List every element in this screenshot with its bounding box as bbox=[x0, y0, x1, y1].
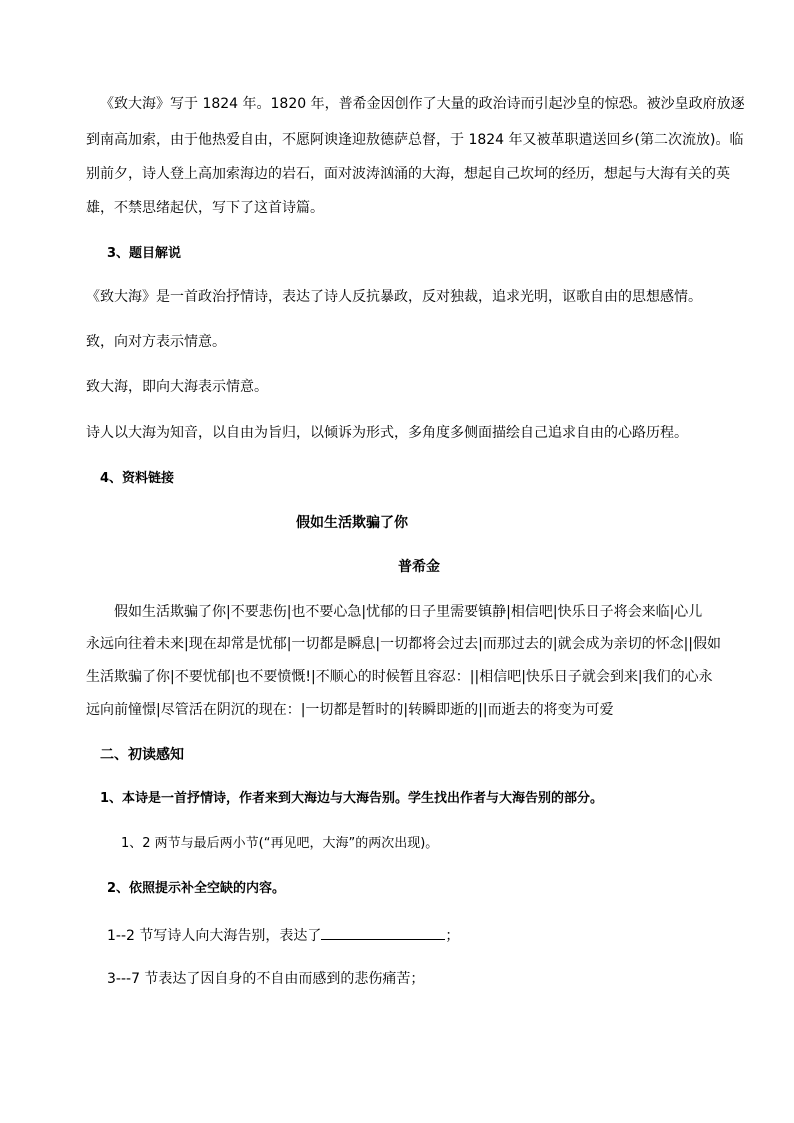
poem-author: 普希金 bbox=[398, 559, 440, 575]
intro-line-1: 《致大海》写于 1824 年。1820 年，普希金因创作了大量的政治诗而引起沙皇的惊恐。被沙皇政府放逐 bbox=[100, 96, 745, 112]
fill-in-1-prefix: 1--2 节写诗人向大海告别，表达了 bbox=[107, 928, 322, 944]
poem-line-2: 永远向往着未来|现在却常是忧郁|一切都是瞬息|一切都将会过去|而那过去的|就会成为亲切的怀念||假如 bbox=[86, 636, 722, 652]
answer-1: 1、2 两节与最后两小节(“再见吧，大海”的两次出现)。 bbox=[121, 836, 439, 851]
question-2: 2、依照提示补全空缺的内容。 bbox=[107, 881, 286, 896]
title-explanation-line-2: 致，向对方表示情意。 bbox=[86, 334, 226, 350]
fill-in-line-2: 3---7 节表达了因自身的不自由而感到的悲伤痛苦； bbox=[107, 971, 425, 987]
poem-line-1: 假如生活欺骗了你|不要悲伤|也不要心急|忧郁的日子里需要镇静|相信吧|快乐日子将会来临|心儿 bbox=[114, 604, 703, 620]
intro-line-4: 雄，不禁思绪起伏，写下了这首诗篇。 bbox=[86, 200, 324, 216]
poem-line-3: 生活欺骗了你|不要忧郁|也不要愤慨!|不顺心的时候暂且容忍：||相信吧|快乐日子就会到来|我们的心永 bbox=[86, 669, 713, 685]
intro-line-3: 别前夕，诗人登上高加索海边的岩石，面对波涛汹涌的大海，想起自己坎坷的经历，想起与大海有关的英 bbox=[86, 166, 730, 182]
poem-line-4: 远向前憧憬|尽管活在阴沉的现在：|一切都是暂时的|转瞬即逝的||而逝去的将变为可爱 bbox=[86, 702, 614, 718]
title-explanation-line-1: 《致大海》是一首政治抒情诗，表达了诗人反抗暴政，反对独裁，追求光明，讴歌自由的思想感情。 bbox=[86, 289, 702, 305]
section-heading-first-reading: 二、初读感知 bbox=[100, 747, 184, 763]
title-explanation-line-4: 诗人以大海为知音，以自由为旨归，以倾诉为形式，多角度多侧面描绘自己追求自由的心路历程。 bbox=[86, 425, 688, 441]
intro-line-2: 到南高加索，由于他热爱自由，不愿阿谀逢迎敖德萨总督，于 1824 年又被革职遣送回乡(第二次流放)。临 bbox=[86, 132, 744, 148]
poem-title: 假如生活欺骗了你 bbox=[296, 515, 408, 531]
section-heading-reference: 4、资料链接 bbox=[100, 471, 175, 486]
question-1: 1、本诗是一首抒情诗，作者来到大海边与大海告别。学生找出作者与大海告别的部分。 bbox=[100, 791, 604, 806]
fill-in-1-suffix: ； bbox=[445, 928, 460, 944]
fill-in-line-1 bbox=[107, 925, 459, 945]
section-heading-title-explanation: 3、题目解说 bbox=[107, 246, 182, 261]
title-explanation-line-3: 致大海，即向大海表示情意。 bbox=[86, 379, 268, 395]
fill-in-blank[interactable] bbox=[321, 925, 445, 940]
